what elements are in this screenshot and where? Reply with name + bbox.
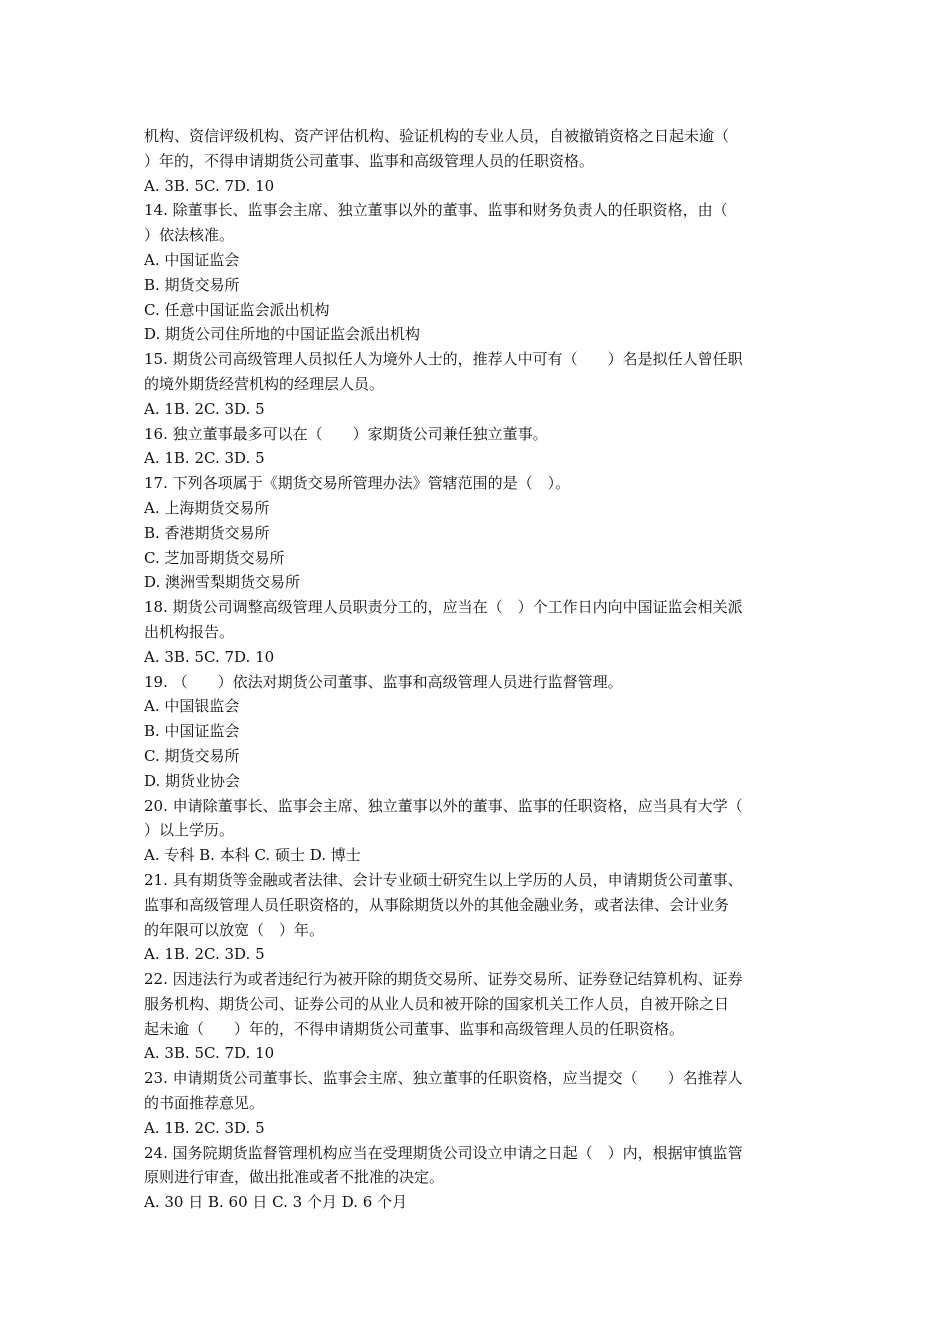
answer-options: A. 3B. 5C. 7D. 10 [144, 647, 275, 666]
option-a: A. 中国证监会 [144, 250, 240, 269]
option-d: D. 期货业协会 [144, 771, 241, 790]
answer-options: A. 1B. 2C. 3D. 5 [144, 399, 265, 418]
option-d: D. 澳洲雪梨期货交易所 [144, 573, 301, 592]
question-15: 15. 期货公司高级管理人员拟任人为境外人士的，推荐人中可有（ ）名是拟任人曾任职 [144, 350, 743, 369]
answer-options: A. 1B. 2C. 3D. 5 [144, 449, 265, 468]
question-23: 23. 申请期货公司董事长、监事会主席、独立董事的任职资格，应当提交（ ）名推荐人 [144, 1069, 743, 1088]
option-a: A. 中国银监会 [144, 697, 240, 716]
text-line: 原则进行审查，做出批准或者不批准的决定。 [144, 1168, 445, 1187]
question-21: 21. 具有期货等金融或者法律、会计专业硕士研究生以上学历的人员，申请期货公司董事、 [144, 870, 743, 889]
question-16: 16. 独立董事最多可以在（ ）家期货公司兼任独立董事。 [144, 424, 548, 443]
answer-options: A. 1B. 2C. 3D. 5 [144, 945, 265, 964]
question-14: 14. 除董事长、监事会主席、独立董事以外的董事、监事和财务负责人的任职资格，由（ [144, 201, 728, 220]
answer-options: A. 3B. 5C. 7D. 10 [144, 176, 275, 195]
text-line: 的境外期货经营机构的经理层人员。 [144, 374, 385, 393]
answer-options: A. 30 日 B. 60 日 C. 3 个月 D. 6 个月 [144, 1193, 408, 1212]
text-line: 的书面推荐意见。 [144, 1094, 265, 1113]
question-17: 17. 下列各项属于《期货交易所管理办法》管辖范围的是（ ）。 [144, 474, 571, 493]
text-line: ）依法核准。 [144, 226, 235, 245]
text-line: 起未逾（ ）年的，不得申请期货公司董事、监事和高级管理人员的任职资格。 [144, 1019, 685, 1038]
text-line: 的年限可以放宽（ ）年。 [144, 920, 325, 939]
question-20: 20. 申请除董事长、监事会主席、独立董事以外的董事、监事的任职资格，应当具有大学（ [144, 796, 743, 815]
question-22: 22. 因违法行为或者违纪行为被开除的期货交易所、证券交易所、证券登记结算机构、证券 [144, 970, 743, 989]
option-c: C. 芝加哥期货交易所 [144, 548, 285, 567]
option-c: C. 任意中国证监会派出机构 [144, 300, 330, 319]
question-19: 19. （ ）依法对期货公司董事、监事和高级管理人员进行监督管理。 [144, 672, 623, 691]
text-line: ）以上学历。 [144, 821, 235, 840]
answer-options: A. 1B. 2C. 3D. 5 [144, 1118, 265, 1137]
text-line: ）年的，不得申请期货公司董事、监事和高级管理人员的任职资格。 [144, 151, 595, 170]
document-body [144, 124, 808, 1215]
option-b: B. 香港期货交易所 [144, 523, 270, 542]
option-b: B. 中国证监会 [144, 722, 240, 741]
text-line: 监事和高级管理人员任职资格的，从事除期货以外的其他金融业务，或者法律、会计业务 [144, 895, 730, 914]
answer-options: A. 专科 B. 本科 C. 硕士 D. 博士 [144, 846, 361, 865]
text-line: 出机构报告。 [144, 622, 235, 641]
question-24: 24. 国务院期货监督管理机构应当在受理期货公司设立申请之日起（ ）内，根据审慎监管 [144, 1143, 743, 1162]
option-b: B. 期货交易所 [144, 275, 240, 294]
option-c: C. 期货交易所 [144, 746, 240, 765]
option-d: D. 期货公司住所地的中国证监会派出机构 [144, 325, 421, 344]
text-line: 服务机构、期货公司、证券公司的从业人员和被开除的国家机关工作人员，自被开除之日 [144, 994, 730, 1013]
text-line: 机构、资信评级机构、资产评估机构、验证机构的专业人员，自被撤销资格之日起未逾（ [144, 127, 730, 145]
answer-options: A. 3B. 5C. 7D. 10 [144, 1044, 275, 1063]
question-18: 18. 期货公司调整高级管理人员职责分工的，应当在（ ）个工作日内向中国证监会相关派 [144, 598, 743, 617]
option-a: A. 上海期货交易所 [144, 498, 270, 517]
